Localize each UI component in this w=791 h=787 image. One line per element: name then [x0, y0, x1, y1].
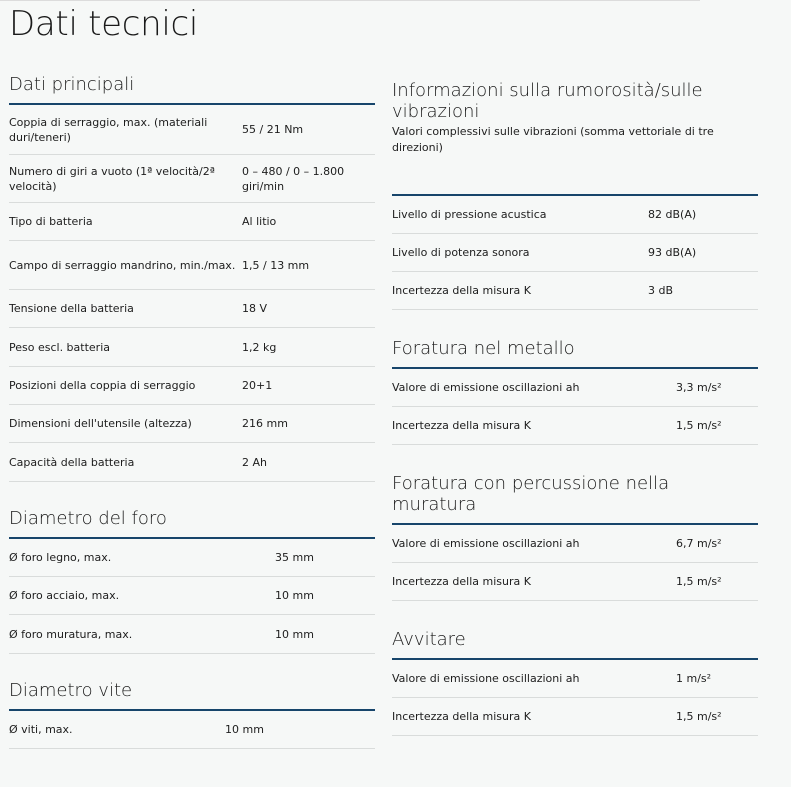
spec-value: 20+1	[242, 379, 273, 392]
spec-value: 216 mm	[242, 417, 288, 430]
spec-label: Ø viti, max.	[9, 723, 73, 736]
section-subtitle: Valori complessivi sulle vibrazioni (somma vettoriale di tre direzioni)	[392, 125, 714, 154]
spec-row	[9, 155, 375, 203]
spec-label: Ø foro acciaio, max.	[9, 589, 120, 602]
spec-row	[9, 405, 375, 443]
spec-label: Incertezza della misura K	[392, 710, 531, 723]
spec-row	[9, 105, 375, 155]
spec-label: Ø foro legno, max.	[9, 551, 112, 564]
spec-label: Dimensioni dell'utensile (altezza)	[9, 417, 192, 430]
spec-label: Incertezza della misura K	[392, 419, 531, 432]
spec-label: Capacità della batteria	[9, 455, 135, 469]
spec-label: Valore di emissione oscillazioni ah	[392, 537, 580, 550]
spec-value: Al litio	[242, 215, 277, 228]
spec-row	[392, 563, 758, 601]
spec-label: Campo di serraggio mandrino, min./max.	[9, 258, 236, 272]
spec-row	[9, 290, 375, 328]
spec-label: Coppia di serraggio, max. (materiali duri/teneri)	[9, 115, 208, 144]
spec-value: 55 / 21 Nm	[242, 123, 304, 136]
spec-row	[392, 272, 758, 310]
spec-label: Tensione della batteria	[9, 302, 134, 315]
section-metal-drilling	[392, 338, 758, 445]
spec-value: 10 mm	[225, 723, 264, 736]
spec-value: 1,5 m/s²	[676, 575, 722, 588]
top-divider	[0, 0, 700, 1]
page-title: Dati tecnici	[9, 4, 199, 44]
section-title: Foratura con percussione nella muratura	[392, 473, 670, 515]
section-title: Diametro del foro	[9, 508, 167, 529]
spec-row	[9, 367, 375, 405]
spec-row	[392, 234, 758, 272]
spec-row	[9, 577, 375, 615]
section-noise-vibration	[392, 80, 758, 310]
section-title: Dati principali	[9, 74, 135, 95]
spec-row	[9, 328, 375, 367]
section-hole-diameter	[9, 508, 375, 654]
spec-value: 1,5 m/s²	[676, 710, 722, 723]
spec-row	[9, 711, 375, 749]
spec-label: Ø foro muratura, max.	[9, 627, 133, 641]
section-title: Diametro vite	[9, 680, 133, 701]
spec-label: Posizioni della coppia di serraggio	[9, 379, 196, 392]
spec-row	[392, 369, 758, 407]
spec-value: 35 mm	[275, 551, 314, 564]
spec-label: Numero di giri a vuoto (1ª velocità/2ª velocità)	[9, 164, 215, 193]
spec-row	[9, 203, 375, 241]
spec-row	[9, 443, 375, 482]
spec-value: 0 – 480 / 0 – 1.800 giri/min	[242, 164, 345, 193]
spec-row	[392, 196, 758, 234]
spec-value: 3,3 m/s²	[676, 381, 722, 394]
section-title: Foratura nel metallo	[392, 338, 575, 359]
spec-value: 1 m/s²	[676, 672, 712, 685]
spec-value: 18 V	[242, 302, 268, 315]
section-title: Informazioni sulla rumorosità/sulle vibrazioni	[392, 80, 703, 122]
spec-row	[392, 407, 758, 445]
spec-value: 93 dB(A)	[648, 246, 697, 259]
right-column	[392, 80, 758, 736]
spec-value: 10 mm	[275, 589, 314, 602]
spec-value: 2 Ah	[242, 455, 267, 469]
section-main-data	[9, 74, 375, 482]
spec-label: Livello di potenza sonora	[392, 246, 530, 259]
spec-row	[9, 539, 375, 577]
section-screwing	[392, 629, 758, 736]
spec-value: 1,5 m/s²	[676, 419, 722, 432]
spec-value: 1,5 / 13 mm	[242, 258, 310, 272]
spec-label: Peso escl. batteria	[9, 340, 110, 354]
spec-row	[9, 615, 375, 654]
spec-label: Tipo di batteria	[9, 215, 93, 228]
spec-label: Incertezza della misura K	[392, 284, 531, 297]
section-title: Avvitare	[392, 629, 466, 650]
spec-value: 82 dB(A)	[648, 208, 697, 221]
spec-label: Valore di emissione oscillazioni ah	[392, 672, 580, 685]
section-screw-diameter	[9, 680, 375, 749]
section-masonry-hammer-drilling	[392, 473, 758, 601]
left-column	[9, 74, 375, 749]
spec-row	[392, 698, 758, 736]
spec-label: Incertezza della misura K	[392, 575, 531, 588]
spec-row	[392, 525, 758, 563]
spec-label: Valore di emissione oscillazioni ah	[392, 381, 580, 394]
spec-row	[9, 241, 375, 290]
spec-value: 3 dB	[648, 284, 674, 297]
spec-value: 6,7 m/s²	[676, 537, 722, 550]
spec-row	[392, 660, 758, 698]
spec-label: Livello di pressione acustica	[392, 208, 547, 221]
spec-value: 1,2 kg	[242, 340, 277, 354]
spec-value: 10 mm	[275, 627, 314, 641]
